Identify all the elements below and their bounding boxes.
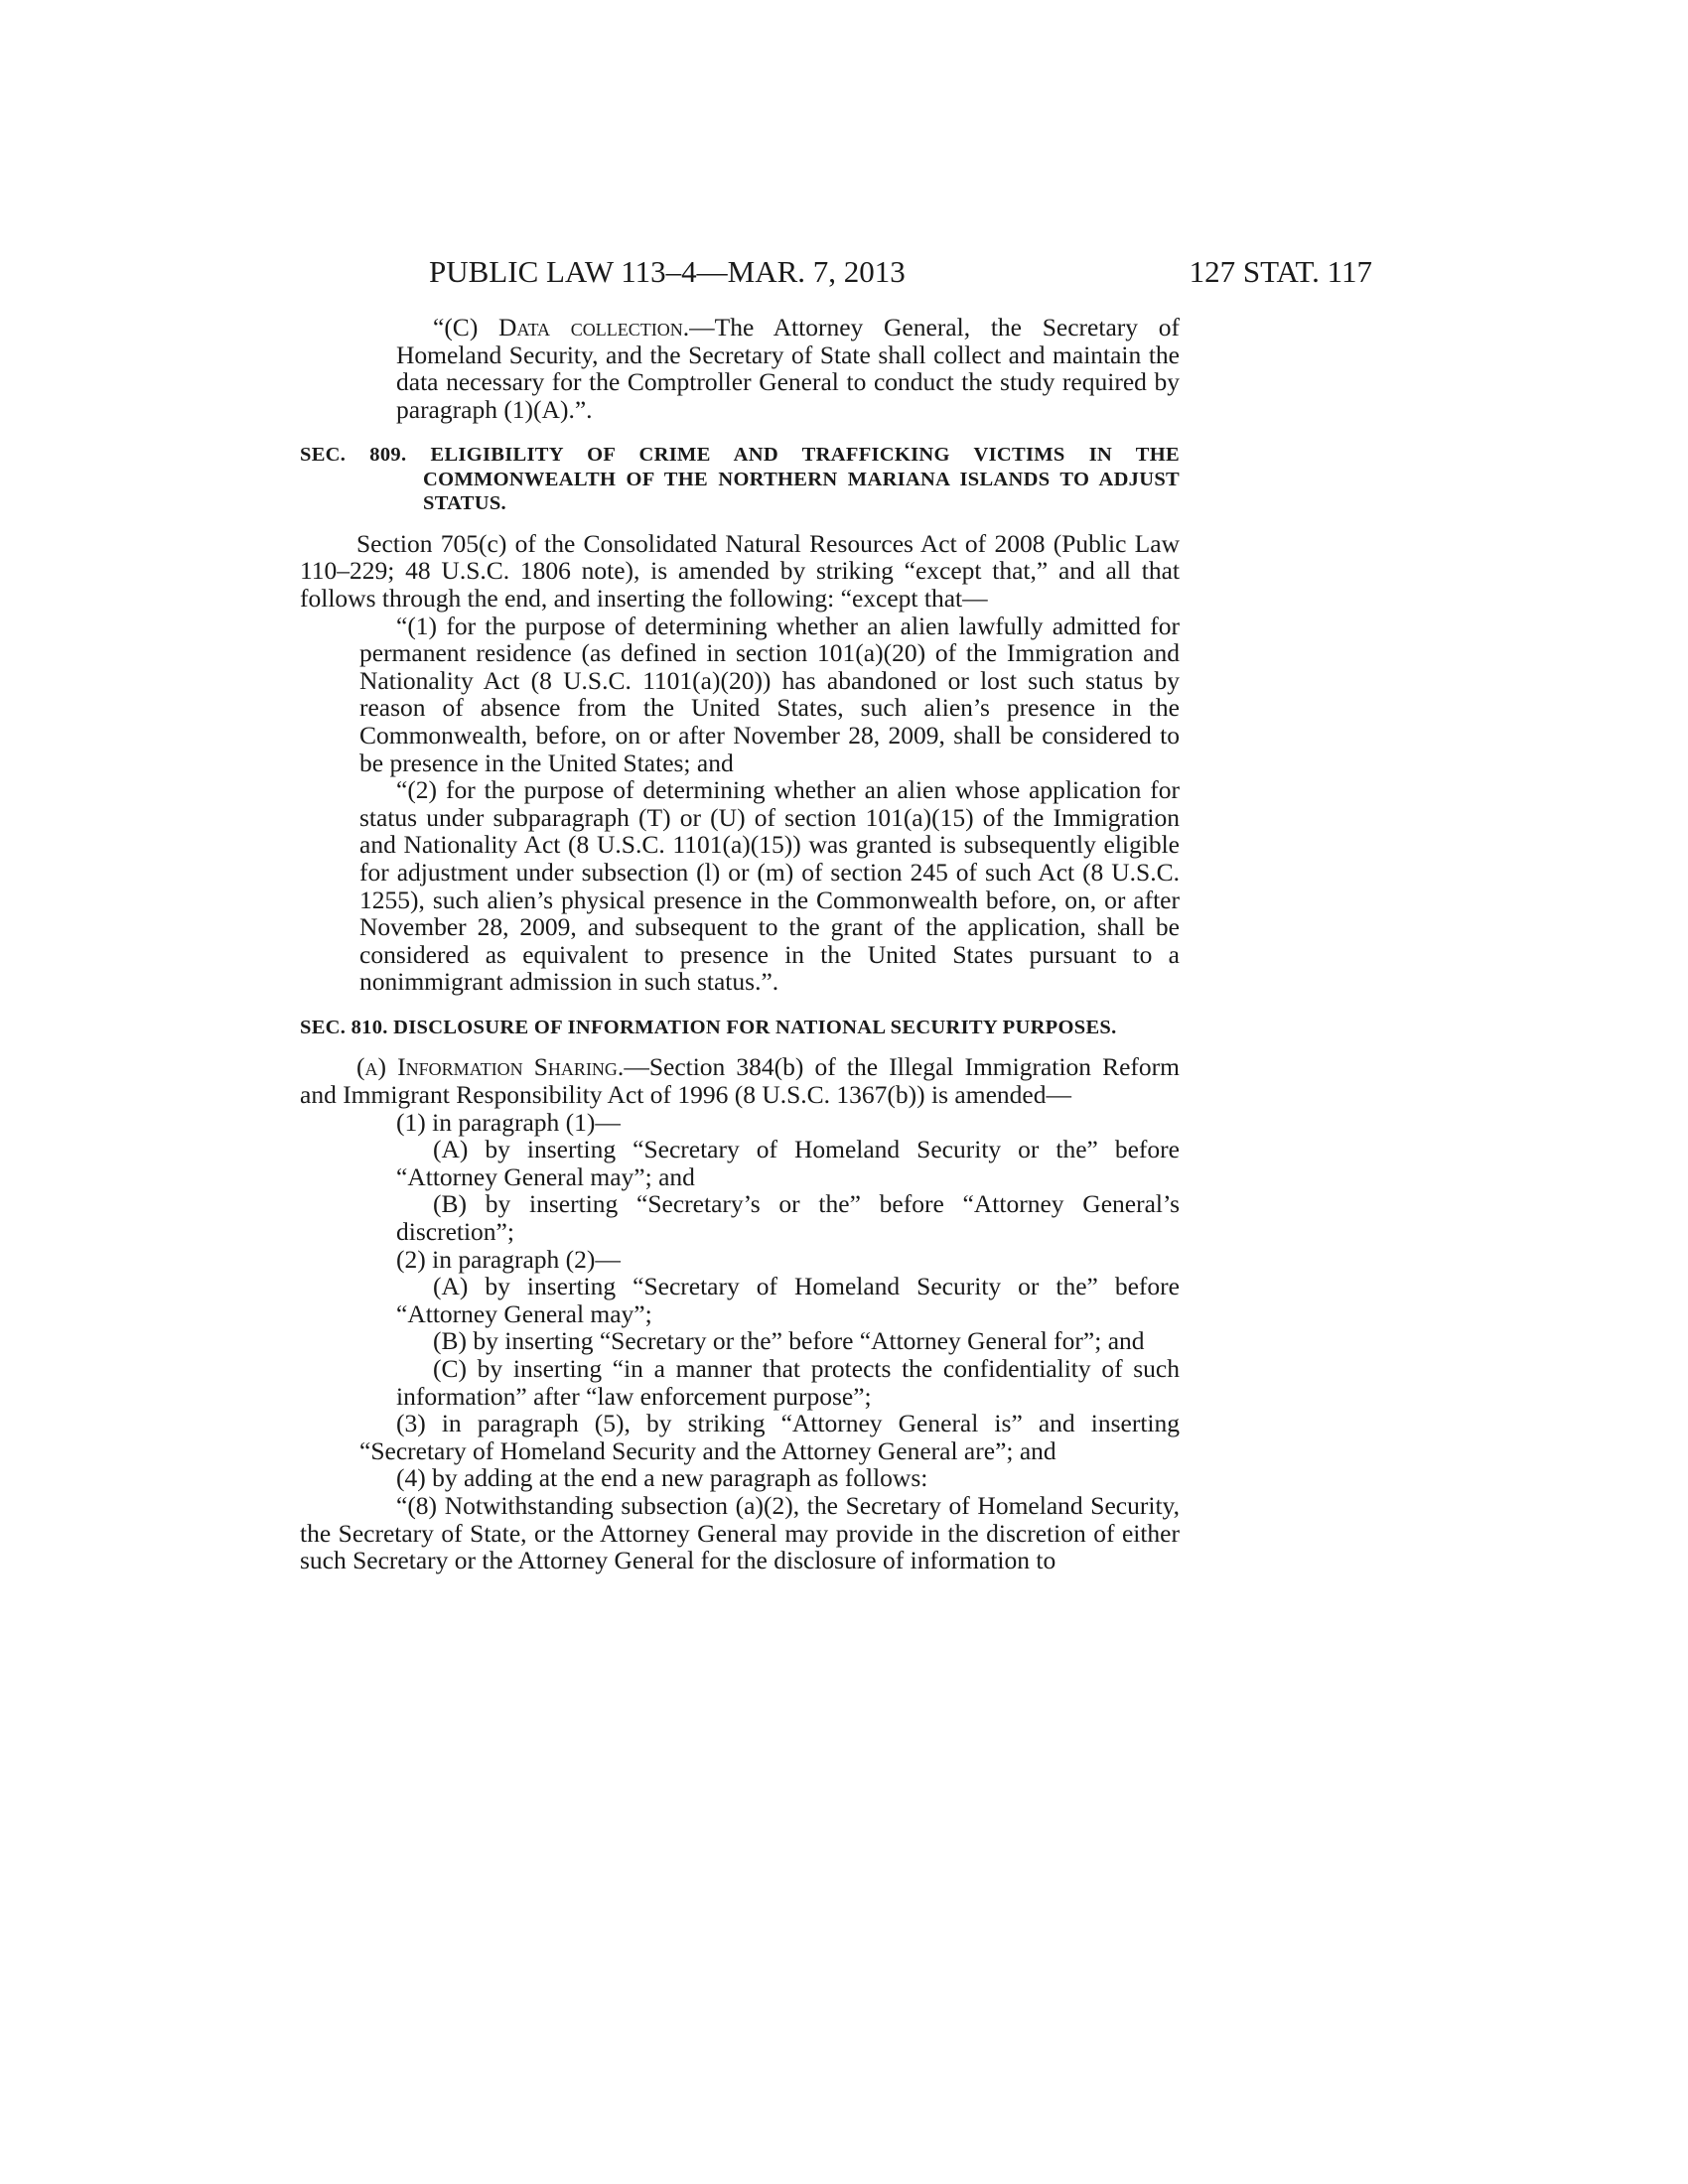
list-item-4: (4) by adding at the end a new paragraph as follows: xyxy=(396,1463,928,1493)
list-item-2: (2) in paragraph (2)— xyxy=(396,1244,621,1274)
list-item-2c: (C) by inserting “in a manner that protects the confidentiality of such information” after “law enforcement purpose”; xyxy=(396,1354,1180,1411)
sec-809-paragraph-1: “(1) for the purpose of determining whether an alien lawfully admitted for permanent residence (as defined in section 101(a)(20) of the Immigration and Nationality Act (8 U.S.C. 1101(a)(20)) has abandoned or lost such status by reason of absence from the United States, such alien’s presence in the Commonwealth, before, on or after November 28, 2009, shall be considered to be presence in the United States; and xyxy=(359,611,1180,777)
sec-810-subsection-a xyxy=(300,1053,1180,1108)
c-data-collection-heading: “(C) Data collection. xyxy=(433,313,690,341)
statute-page-number: 127 STAT. 117 xyxy=(1189,254,1372,289)
list-item-1a: (A) by inserting “Secretary of Homeland Security or the” before “Attorney General may”; and xyxy=(396,1135,1180,1191)
new-paragraph-8: “(8) Notwithstanding subsection (a)(2), the Secretary of Homeland Security, the Secretary of State, or the Attorney General may provide in the discretion of either such Secretary or the Attorney General for the disclosure of information to xyxy=(300,1490,1180,1575)
running-head-title: PUBLIC LAW 113–4—MAR. 7, 2013 xyxy=(429,254,906,289)
sec-809-paragraph-2: “(2) for the purpose of determining whether an alien whose application for status under subparagraph (T) or (U) of section 101(a)(15) of the Immigration and Nationality Act (8 U.S.C. 1101(a)(15)) was granted is subsequently eligible for adjustment under subsection (l) or (m) of section 245 of such Act (8 U.S.C. 1255), such alien’s physical presence in the Commonwealth before, on, or after November 28, 2009, and subsequent to the grant of the application, shall be considered as equivalent to presence in the United States pursuant to a nonimmigrant admission in such status.”. xyxy=(359,775,1180,997)
page-header xyxy=(429,250,1372,294)
paragraph-c-data-collection xyxy=(300,314,1180,423)
list-item-2b: (B) by inserting “Secretary or the” before “Attorney General for”; and xyxy=(433,1326,1145,1356)
list-item-1: (1) in paragraph (1)— xyxy=(396,1107,621,1137)
sec-810-a-text: —Section 384(b) of the Illegal Immigration Reform and Immigrant Responsibility Act of 1996 (8 U.S.C. 1367(b)) is amended— xyxy=(300,1052,1180,1110)
sec-809-intro: Section 705(c) of the Consolidated Natural Resources Act of 2008 (Public Law 110–229; 48 U.S.C. 1806 note), is amended by striking “except that,” and all that follows through the end, and inserting the following: “except that— xyxy=(300,528,1180,614)
list-item-2a: (A) by inserting “Secretary of Homeland Security or the” before “Attorney General may”; xyxy=(396,1272,1180,1328)
sec-810-heading: SEC. 810. DISCLOSURE OF INFORMATION FOR NATIONAL SECURITY PURPOSES. xyxy=(300,1016,1117,1038)
list-item-3: (3) in paragraph (5), by striking “Attorney General is” and inserting “Secretary of Homeland Security and the Attorney General are”; and xyxy=(359,1409,1180,1465)
list-item-1b: (B) by inserting “Secretary’s or the” before “Attorney General’s discretion”; xyxy=(396,1189,1180,1247)
sec-809-heading: SEC. 809. ELIGIBILITY OF CRIME AND TRAFFICKING VICTIMS IN THE COMMONWEALTH OF THE NORTHERN MARIANA ISLANDS TO ADJUST STATUS. xyxy=(300,444,1180,515)
sec-810-a-heading: (a) Information Sharing. xyxy=(356,1052,625,1082)
c-data-collection-text: —The Attorney General, the Secretary of Homeland Security, and the Secretary of State shall collect and maintain the data necessary for the Comptroller General to conduct the study required by paragraph (1)(A).”. xyxy=(396,313,1180,424)
document-body xyxy=(300,314,1180,1574)
